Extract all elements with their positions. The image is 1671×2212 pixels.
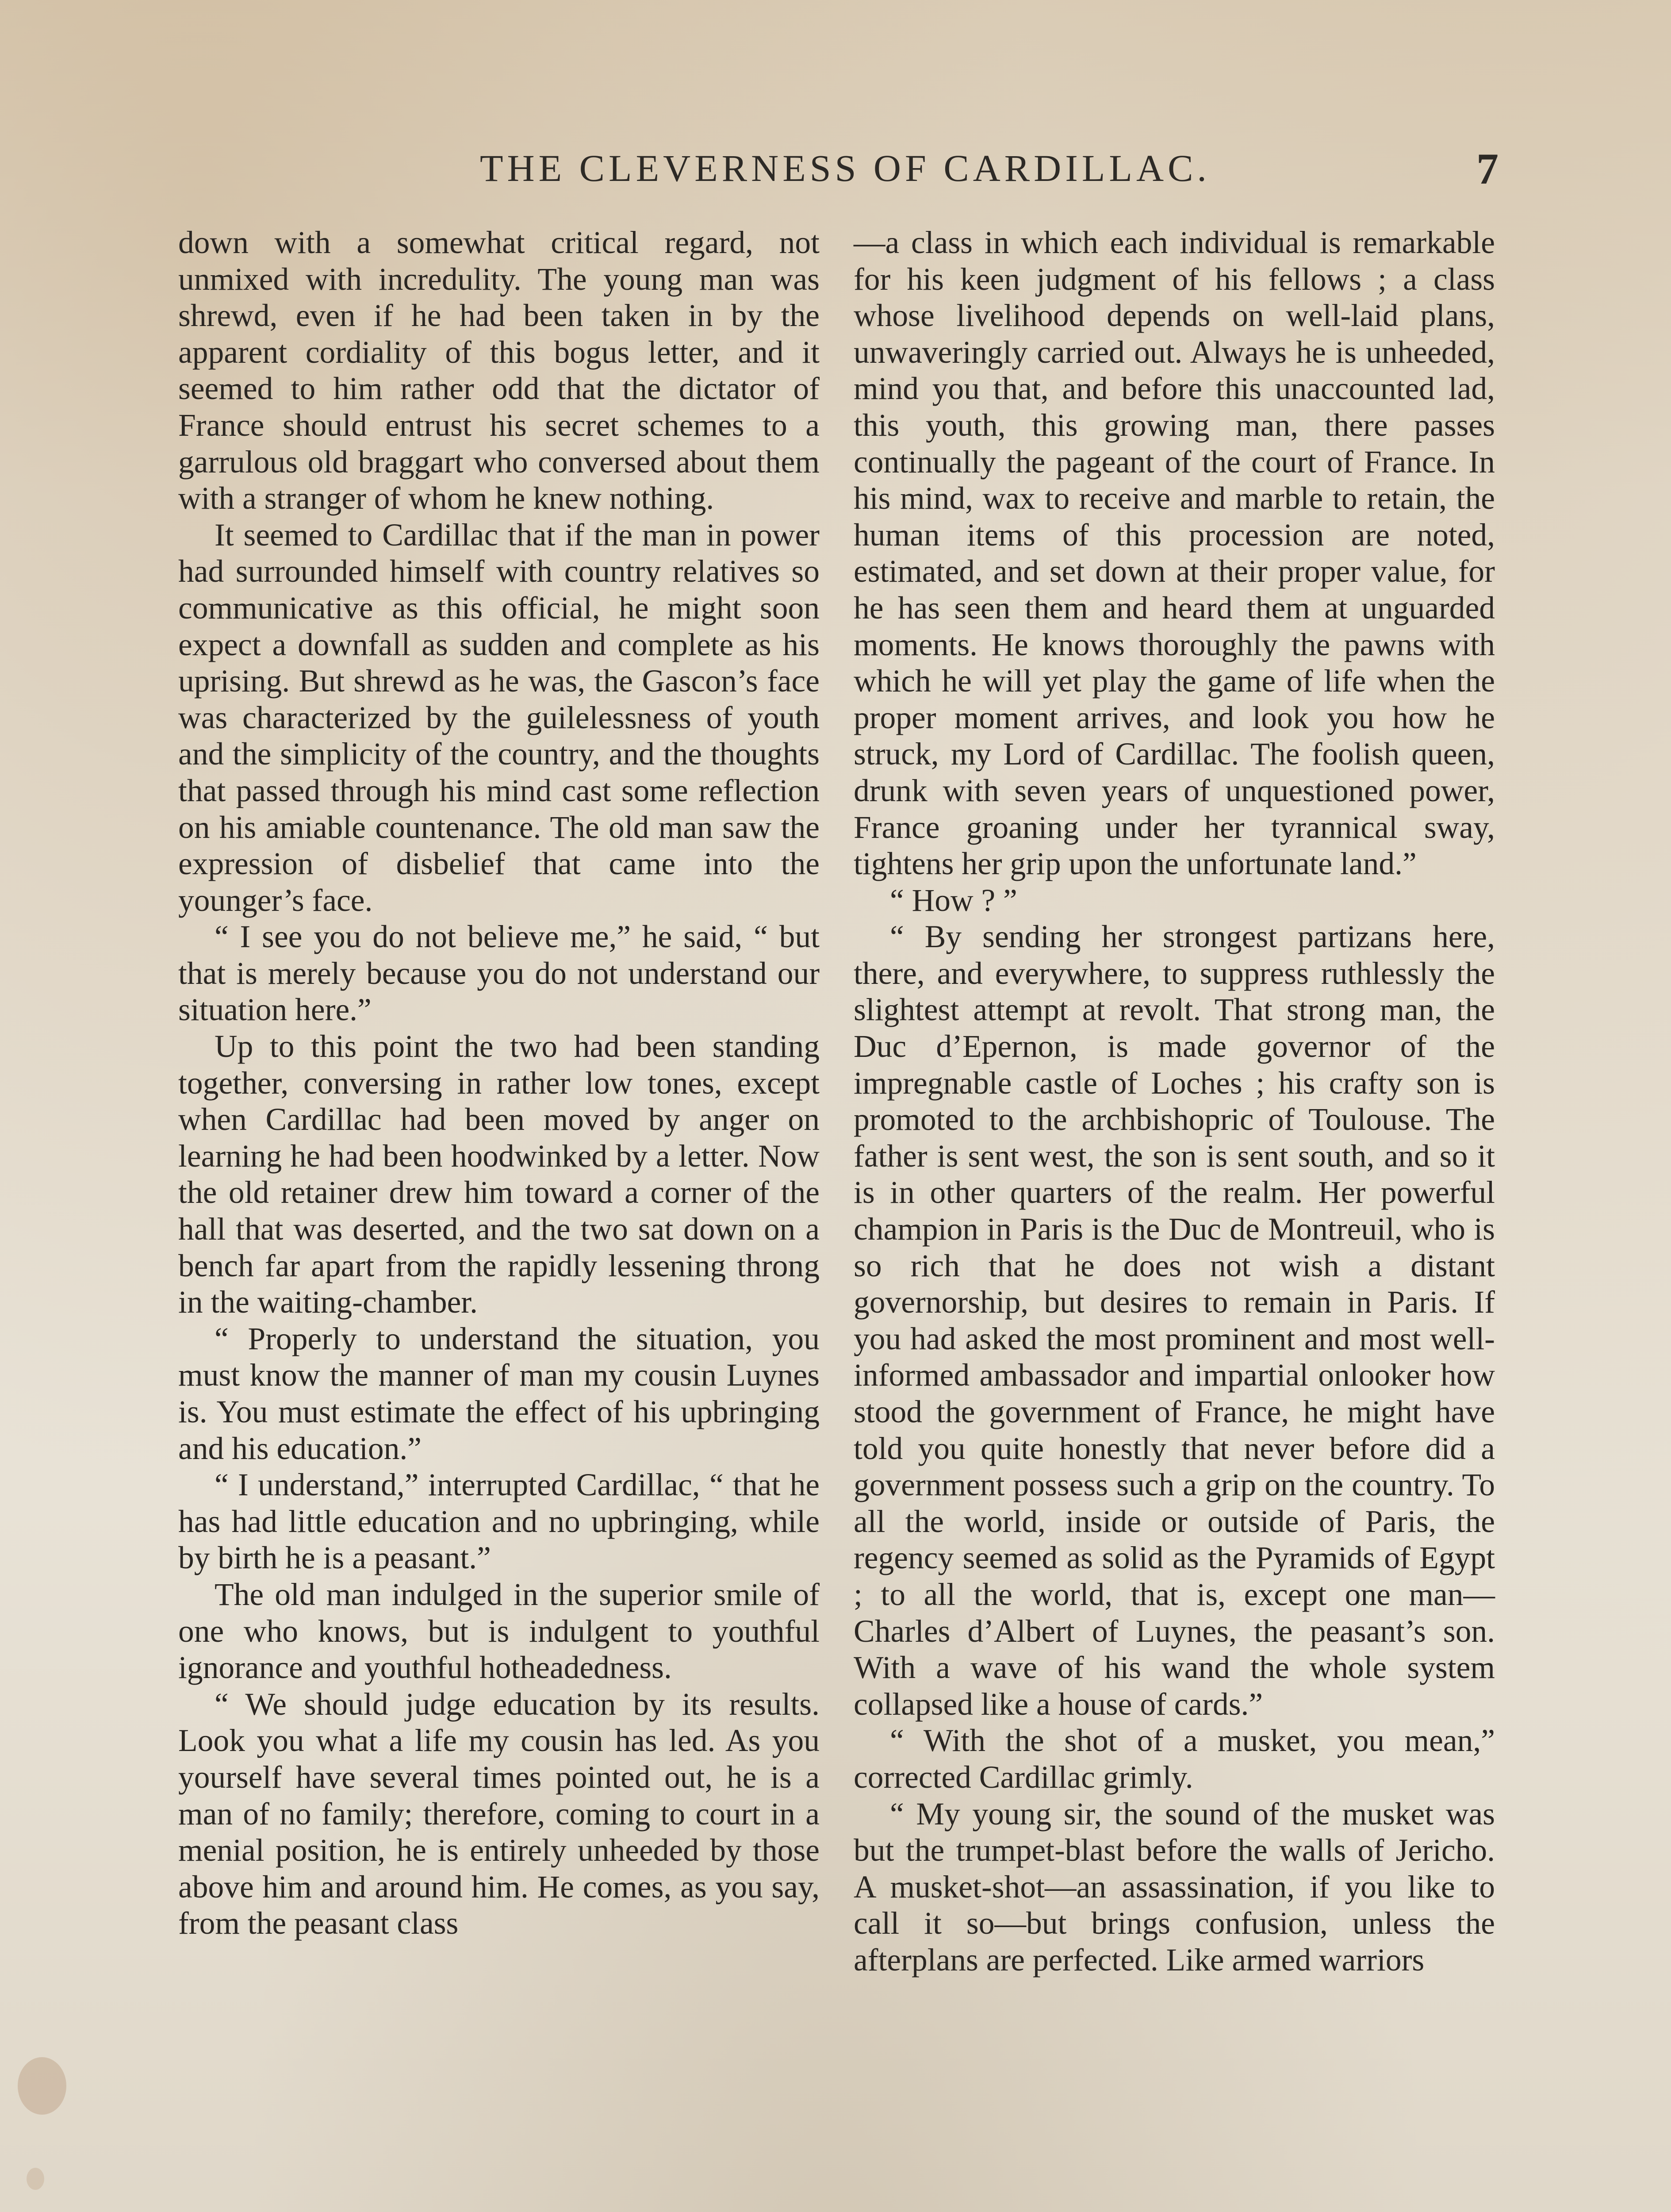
paragraph: “ Properly to understand the situation, you must know the manner of man my cousin Luynes is. You must estimate the effect of his upbringing and his education.” <box>178 1321 820 1466</box>
paper-stain <box>18 2057 66 2115</box>
paragraph: “ I understand,” interrupted Cardillac, “ that he has had little education and no upbringing, while by birth he is a peasant.” <box>178 1467 820 1576</box>
paragraph: It seemed to Cardillac that if the man in power had surrounded himself with country relatives so communicative as this official, he might soon expect a downfall as sudden and complete as his uprising. But shrewd as he was, the Gascon’s face was characterized by the guilelessness of youth and the simplicity of the country, and the thoughts that passed through his mind cast some reflection on his amiable countenance. The old man saw the expression of disbelief that came into the younger’s face. <box>178 517 820 918</box>
running-title: THE CLEVERNESS OF CARDILLAC. <box>480 147 1211 189</box>
page-number: 7 <box>1476 144 1499 193</box>
left-text-column <box>178 225 820 1942</box>
paragraph: “ With the shot of a musket, you mean,” corrected Cardillac grimly. <box>854 1723 1495 1795</box>
paper-stain <box>27 2168 44 2190</box>
paragraph: “ How ? ” <box>890 883 1017 918</box>
paragraph: “ I see you do not believe me,” he said, “ but that is merely because you do not understand our situation here.” <box>178 919 820 1028</box>
paragraph: The old man indulged in the superior smile of one who knows, but is indulgent to youthful ignorance and youthful hotheadedness. <box>178 1577 820 1686</box>
paragraph: “ We should judge education by its results. Look you what a life my cousin has led. As you yourself have several times pointed out, he is a man of no family; therefore, coming to court in a menial position, he is entirely unheeded by those above him and around him. He comes, as you say, from the peasant class <box>178 1686 820 1941</box>
paragraph: Up to this point the two had been standing together, conversing in rather low tones, except when Cardillac had been moved by anger on learning he had been hoodwinked by a letter. Now the old retainer drew him toward a corner of the hall that was deserted, and the two sat down on a bench far apart from the rapidly lessening throng in the waiting-chamber. <box>178 1029 820 1320</box>
paragraph: down with a somewhat critical regard, not unmixed with incredulity. The young man was shrewd, even if he had been taken in by the apparent cordiality of this bogus letter, and it seemed to him rather odd that the dictator of France should entrust his secret schemes to a garrulous old braggart who conversed about them with a stranger of whom he knew nothing. <box>178 225 820 516</box>
paragraph: “ By sending her strongest partizans here, there, and everywhere, to suppress ruthlessly the slightest attempt at revolt. That strong man, the Duc d’Epernon, is made governor of the impregnable castle of Loches ; his crafty son is promoted to the archbishopric of Toulouse. The father is sent west, the son is sent south, and so it is in other quarters of the realm. Her powerful champion in Paris is the Duc de Montreuil, who is so rich that he does not wish a distant governorship, but desires to remain in Paris. If you had asked the most prominent and most well-informed ambassador and impartial onlooker how stood the government of France, he might have told you quite honestly that never before did a government possess such a grip on the country. To all the world, inside or outside of Paris, the regency seemed as solid as the Pyramids of Egypt ; to all the world, that is, except one man—Charles d’Albert of Luynes, the peasant’s son. With a wave of his wand the whole system collapsed like a house of cards.” <box>854 919 1495 1722</box>
right-text-column <box>854 225 1495 1979</box>
page-header <box>0 146 1671 199</box>
paragraph: “ My young sir, the sound of the musket was but the trumpet-blast before the walls of Jericho. A musket-shot—an assassination, if you like to call it so—but brings confusion, unless the afterplans are perfected. Like armed warriors <box>854 1796 1495 1978</box>
paragraph: —a class in which each individual is remarkable for his keen judgment of his fellows ; a class whose livelihood depends on well-laid plans, unwaveringly carried out. Always he is unheeded, mind you that, and before this unaccounted lad, this youth, this growing man, there passes continually the pageant of the court of France. In his mind, wax to receive and marble to retain, the human items of this procession are noted, estimated, and set down at their proper value, for he has seen them and heard them at unguarded moments. He knows thoroughly the pawns with which he will yet play the game of life when the proper moment arrives, and look you how he struck, my Lord of Cardillac. The foolish queen, drunk with seven years of unquestioned power, France groaning under her tyrannical sway, tightens her grip upon the unfortunate land.” <box>854 225 1495 882</box>
